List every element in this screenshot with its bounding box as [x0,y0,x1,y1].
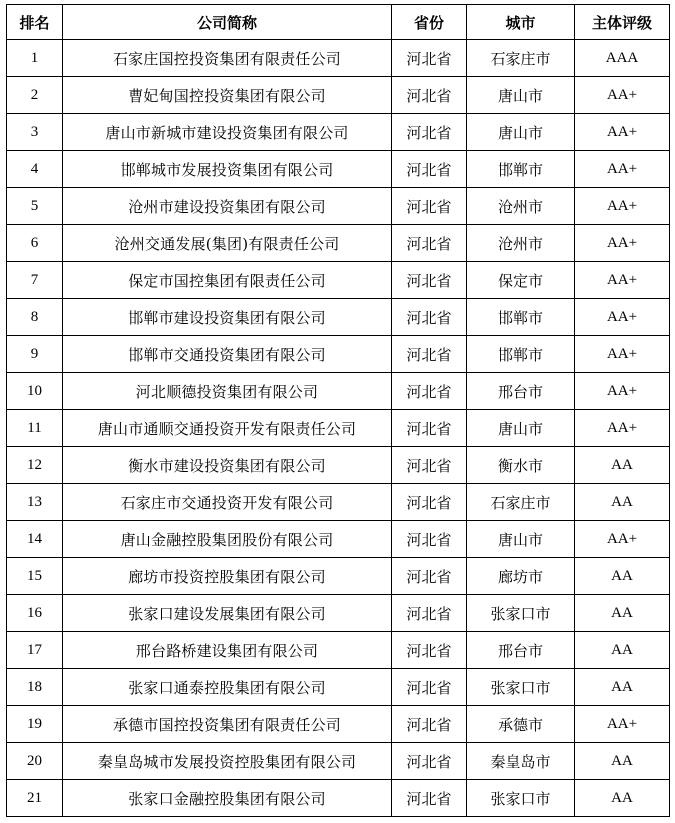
rating-cell: AA+ [575,225,670,262]
province-cell: 河北省 [392,521,467,558]
header-company: 公司简称 [63,5,392,40]
city-cell: 邯郸市 [467,299,575,336]
rating-cell: AA [575,447,670,484]
province-cell: 河北省 [392,595,467,632]
province-cell: 河北省 [392,151,467,188]
company-name-cell: 唐山市通顺交通投资开发有限责任公司 [63,410,392,447]
header-city: 城市 [467,5,575,40]
table-row [7,262,670,299]
city-cell: 唐山市 [467,77,575,114]
table-row [7,743,670,780]
province-cell: 河北省 [392,447,467,484]
rating-cell: AA+ [575,521,670,558]
rating-cell: AA+ [575,114,670,151]
company-name-cell: 张家口金融控股集团有限公司 [63,780,392,817]
rank-cell: 10 [7,373,63,410]
table-body [7,40,670,817]
header-rating: 主体评级 [575,5,670,40]
table-row [7,225,670,262]
table-row [7,188,670,225]
city-cell: 承德市 [467,706,575,743]
table-row [7,151,670,188]
rank-cell: 1 [7,40,63,77]
company-name-cell: 曹妃甸国控投资集团有限公司 [63,77,392,114]
city-cell: 石家庄市 [467,40,575,77]
company-name-cell: 石家庄市交通投资开发有限公司 [63,484,392,521]
rank-cell: 13 [7,484,63,521]
company-name-cell: 秦皇岛城市发展投资控股集团有限公司 [63,743,392,780]
rating-cell: AA+ [575,151,670,188]
rank-cell: 5 [7,188,63,225]
city-cell: 邢台市 [467,632,575,669]
rank-cell: 16 [7,595,63,632]
city-cell: 唐山市 [467,410,575,447]
province-cell: 河北省 [392,299,467,336]
ranking-table [6,4,670,817]
rating-cell: AA+ [575,188,670,225]
table-row [7,595,670,632]
rating-cell: AA+ [575,77,670,114]
company-name-cell: 邢台路桥建设集团有限公司 [63,632,392,669]
company-name-cell: 邯郸市建设投资集团有限公司 [63,299,392,336]
company-name-cell: 沧州市建设投资集团有限公司 [63,188,392,225]
city-cell: 张家口市 [467,780,575,817]
city-cell: 衡水市 [467,447,575,484]
company-name-cell: 保定市国控集团有限责任公司 [63,262,392,299]
rating-cell: AA+ [575,299,670,336]
rank-cell: 8 [7,299,63,336]
company-name-cell: 唐山市新城市建设投资集团有限公司 [63,114,392,151]
city-cell: 邯郸市 [467,151,575,188]
rating-cell: AA+ [575,262,670,299]
company-name-cell: 廊坊市投资控股集团有限公司 [63,558,392,595]
table-row [7,299,670,336]
table-row [7,706,670,743]
province-cell: 河北省 [392,225,467,262]
city-cell: 廊坊市 [467,558,575,595]
rank-cell: 15 [7,558,63,595]
city-cell: 唐山市 [467,521,575,558]
table-row [7,558,670,595]
province-cell: 河北省 [392,262,467,299]
rating-cell: AA+ [575,373,670,410]
province-cell: 河北省 [392,336,467,373]
rating-cell: AA+ [575,336,670,373]
rank-cell: 21 [7,780,63,817]
table-row [7,484,670,521]
rank-cell: 9 [7,336,63,373]
table-row [7,336,670,373]
table-row [7,447,670,484]
table-row [7,114,670,151]
rank-cell: 11 [7,410,63,447]
province-cell: 河北省 [392,484,467,521]
province-cell: 河北省 [392,373,467,410]
province-cell: 河北省 [392,780,467,817]
rank-cell: 7 [7,262,63,299]
company-name-cell: 张家口通泰控股集团有限公司 [63,669,392,706]
rating-cell: AA [575,669,670,706]
table-row [7,77,670,114]
rank-cell: 18 [7,669,63,706]
rating-cell: AA [575,484,670,521]
table-row [7,669,670,706]
company-name-cell: 邯郸市交通投资集团有限公司 [63,336,392,373]
rank-cell: 17 [7,632,63,669]
rank-cell: 2 [7,77,63,114]
rating-cell: AA [575,632,670,669]
city-cell: 张家口市 [467,669,575,706]
rank-cell: 12 [7,447,63,484]
city-cell: 石家庄市 [467,484,575,521]
city-cell: 沧州市 [467,188,575,225]
province-cell: 河北省 [392,40,467,77]
company-name-cell: 衡水市建设投资集团有限公司 [63,447,392,484]
rating-cell: AA [575,780,670,817]
header-row [7,5,670,40]
city-cell: 沧州市 [467,225,575,262]
rating-cell: AA+ [575,410,670,447]
table-row [7,373,670,410]
city-cell: 邯郸市 [467,336,575,373]
city-cell: 张家口市 [467,595,575,632]
rating-cell: AAA [575,40,670,77]
company-name-cell: 石家庄国控投资集团有限责任公司 [63,40,392,77]
rating-cell: AA [575,558,670,595]
company-name-cell: 河北顺德投资集团有限公司 [63,373,392,410]
rank-cell: 19 [7,706,63,743]
table-row [7,780,670,817]
rating-cell: AA+ [575,706,670,743]
header-rank: 排名 [7,5,63,40]
company-name-cell: 邯郸城市发展投资集团有限公司 [63,151,392,188]
table-row [7,521,670,558]
rank-cell: 6 [7,225,63,262]
city-cell: 唐山市 [467,114,575,151]
province-cell: 河北省 [392,632,467,669]
province-cell: 河北省 [392,558,467,595]
table-row [7,632,670,669]
header-province: 省份 [392,5,467,40]
company-name-cell: 承德市国控投资集团有限责任公司 [63,706,392,743]
province-cell: 河北省 [392,188,467,225]
rating-cell: AA [575,743,670,780]
province-cell: 河北省 [392,77,467,114]
city-cell: 邢台市 [467,373,575,410]
table-row [7,40,670,77]
rank-cell: 14 [7,521,63,558]
city-cell: 秦皇岛市 [467,743,575,780]
rank-cell: 4 [7,151,63,188]
province-cell: 河北省 [392,743,467,780]
province-cell: 河北省 [392,114,467,151]
company-name-cell: 张家口建设发展集团有限公司 [63,595,392,632]
province-cell: 河北省 [392,669,467,706]
company-name-cell: 唐山金融控股集团股份有限公司 [63,521,392,558]
table-row [7,410,670,447]
rating-cell: AA [575,595,670,632]
company-name-cell: 沧州交通发展(集团)有限责任公司 [63,225,392,262]
city-cell: 保定市 [467,262,575,299]
province-cell: 河北省 [392,410,467,447]
rank-cell: 3 [7,114,63,151]
rank-cell: 20 [7,743,63,780]
province-cell: 河北省 [392,706,467,743]
